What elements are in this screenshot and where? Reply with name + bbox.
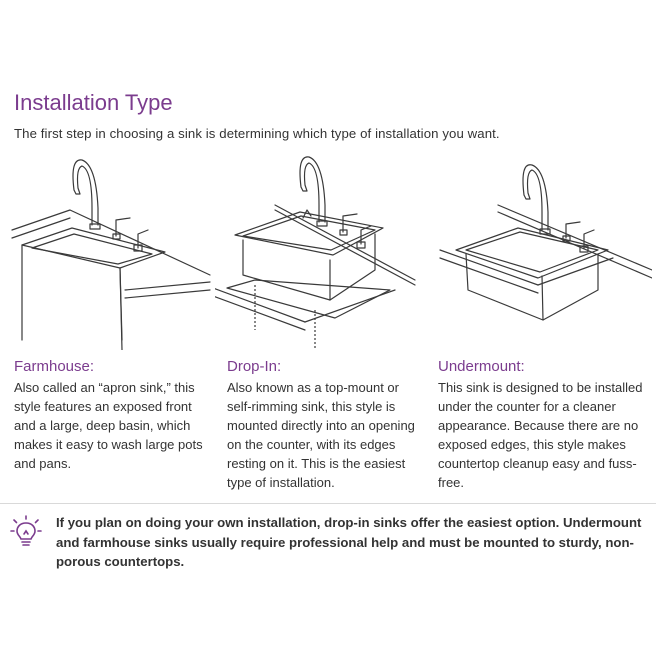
type-undermount [438,358,643,492]
lightbulb-icon [10,514,42,550]
type-drop-in [227,358,422,492]
type-heading: Farmhouse: [14,358,95,375]
intro-text: The first step in choosing a sink is determining which type of installation you want. [14,126,500,141]
undermount-sink-illustration [438,150,652,350]
drop-in-sink-illustration [215,150,429,350]
installation-tip: If you plan on doing your own installation, drop-in sinks offer the easiest option. Undermount and farmhouse sinks usually require professional help and must be mounted to sturdy, non-porous countertops. [56,515,642,569]
divider [0,503,656,504]
type-heading: Drop-In: [227,358,282,375]
type-description: Also known as a top-mount or self-rimming sink, this style is mounted directly into an opening on the counter, with its edges resting on it. This is the easiest type of installation. [227,380,415,490]
page-title: Installation Type [14,90,173,115]
type-heading: Undermount: [438,358,525,375]
type-description: This sink is designed to be installed under the counter for a cleaner appearance. Because there are no exposed edges, this style makes countertop cleanup easy and fuss-free. [438,380,643,490]
type-farmhouse [14,358,214,473]
farmhouse-sink-illustration [10,150,224,350]
type-description: Also called an “apron sink,” this style features an exposed front and a large, deep basin, which makes it easy to wash large pots and pans. [14,380,203,471]
